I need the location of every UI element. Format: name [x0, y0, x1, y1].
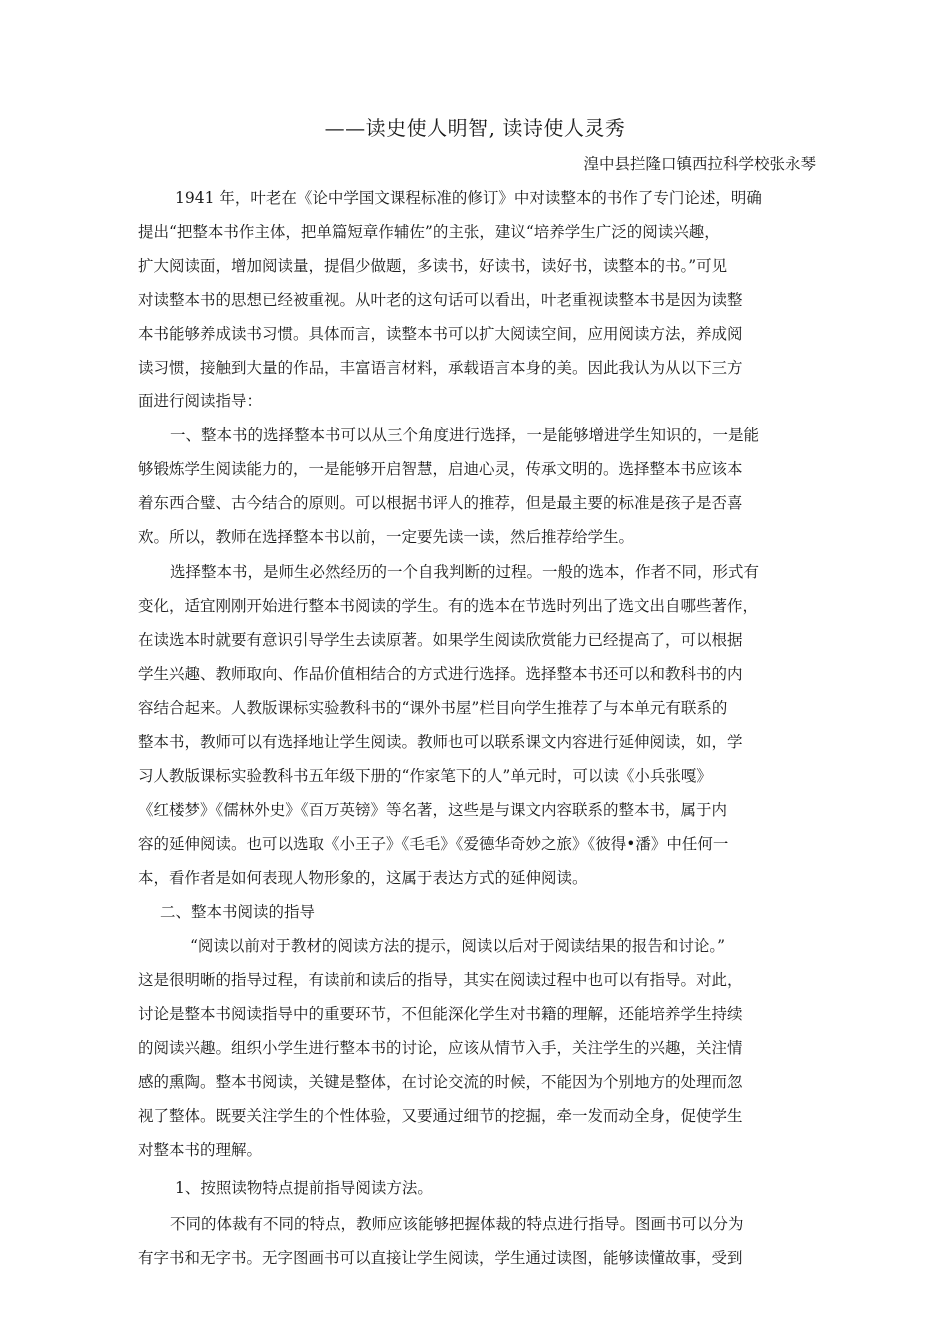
body-line: 视了整体。既要关注学生的个性体验，又要通过细节的挖掘，牵一发而动全身，促使学生 [138, 1107, 743, 1125]
body-line: 容结合起来。人教版课标实验教科书的“课外书屋”栏目向学生推荐了与本单元有联系的 [138, 699, 728, 717]
document-title: ——读史使人明智, 读诗使人灵秀 [324, 116, 626, 140]
body-line: 欢。所以，教师在选择整本书以前，一定要先读一读，然后推荐给学生。 [138, 528, 635, 546]
subsection-heading: 1、按照读物特点提前指导阅读方法。 [175, 1179, 433, 1197]
body-line: 提出“把整本书作主体，把单篇短章作辅佐”的主张，建议“培养学生广泛的阅读兴趣， [138, 223, 720, 241]
body-line: 读习惯，接触到大量的作品，丰富语言材料，承载语言本身的美。因此我认为从以下三方 [138, 359, 743, 377]
body-line: 扩大阅读面，增加阅读量，提倡少做题，多读书，好读书，读好书，读整本的书。”可见 [138, 257, 728, 275]
body-line: 有字书和无字书。无字图画书可以直接让学生阅读，学生通过读图，能够读懂故事，受到 [138, 1249, 743, 1267]
body-line: 的阅读兴趣。组织小学生进行整本书的讨论，应该从情节入手，关注学生的兴趣，关注情 [138, 1039, 743, 1057]
body-line: “阅读以前对于教材的阅读方法的提示，阅读以后对于阅读结果的报告和讨论。” [190, 937, 726, 955]
body-line: 面进行阅读指导： [138, 392, 263, 410]
body-line: 感的熏陶。整本书阅读，关键是整体，在讨论交流的时候，不能因为个别地方的处理而忽 [138, 1073, 743, 1091]
body-line: 变化，适宜刚刚开始进行整本书阅读的学生。有的选本在节选时列出了选文出自哪些著作， [138, 597, 759, 615]
body-line: 对整本书的理解。 [138, 1141, 263, 1159]
section-heading: 二、整本书阅读的指导 [160, 903, 316, 921]
body-line: 讨论是整本书阅读指导中的重要环节，不但能深化学生对书籍的理解，还能培养学生持续 [138, 1005, 743, 1023]
body-line: 整本书，教师可以有选择地让学生阅读。教师也可以联系课文内容进行延伸阅读，如，学 [138, 733, 743, 751]
document-author: 湟中县拦隆口镇西拉科学校张永琴 [583, 155, 816, 173]
section-heading: 一、整本书的选择整本书可以从三个角度进行选择，一是能够增进学生知识的，一是能 [170, 426, 760, 444]
body-line: 着东西合璧、古今结合的原则。可以根据书评人的推荐，但是最主要的标准是孩子是否喜 [138, 494, 743, 512]
body-line: 选择整本书，是师生必然经历的一个自我判断的过程。一般的选本，作者不同，形式有 [170, 563, 760, 581]
body-line: 这是很明晰的指导过程，有读前和读后的指导，其实在阅读过程中也可以有指导。对此， [138, 971, 743, 989]
body-line: 对读整本书的思想已经被重视。从叶老的这句话可以看出，叶老重视读整本书是因为读整 [138, 291, 743, 309]
body-line: 《红楼梦》《儒林外史》《百万英镑》等名著，这些是与课文内容联系的整本书，属于内 [138, 801, 728, 819]
body-line: 够锻炼学生阅读能力的，一是能够开启智慧，启迪心灵，传承文明的。选择整本书应该本 [138, 460, 743, 478]
body-line: 本书能够养成读书习惯。具体而言，读整本书可以扩大阅读空间，应用阅读方法，养成阅 [138, 325, 743, 343]
body-line: 在读选本时就要有意识引导学生去读原著。如果学生阅读欣赏能力已经提高了，可以根据 [138, 631, 743, 649]
body-line: 学生兴趣、教师取向、作品价值相结合的方式进行选择。选择整本书还可以和教科书的内 [138, 665, 743, 683]
body-line: 容的延伸阅读。也可以选取《小王子》《毛毛》《爱德华奇妙之旅》《彼得•潘》中任何一 [138, 835, 729, 853]
body-line: 本，看作者是如何表现人物形象的，这属于表达方式的延伸阅读。 [138, 869, 588, 887]
body-line: 1941 年，叶老在《论中学国文课程标准的修订》中对读整本的书作了专门论述，明确 [175, 189, 762, 207]
body-line: 习人教版课标实验教科书五年级下册的“作家笔下的人”单元时，可以读《小兵张嘎》 [138, 767, 712, 785]
body-line: 不同的体裁有不同的特点，教师应该能够把握体裁的特点进行指导。图画书可以分为 [170, 1215, 744, 1233]
